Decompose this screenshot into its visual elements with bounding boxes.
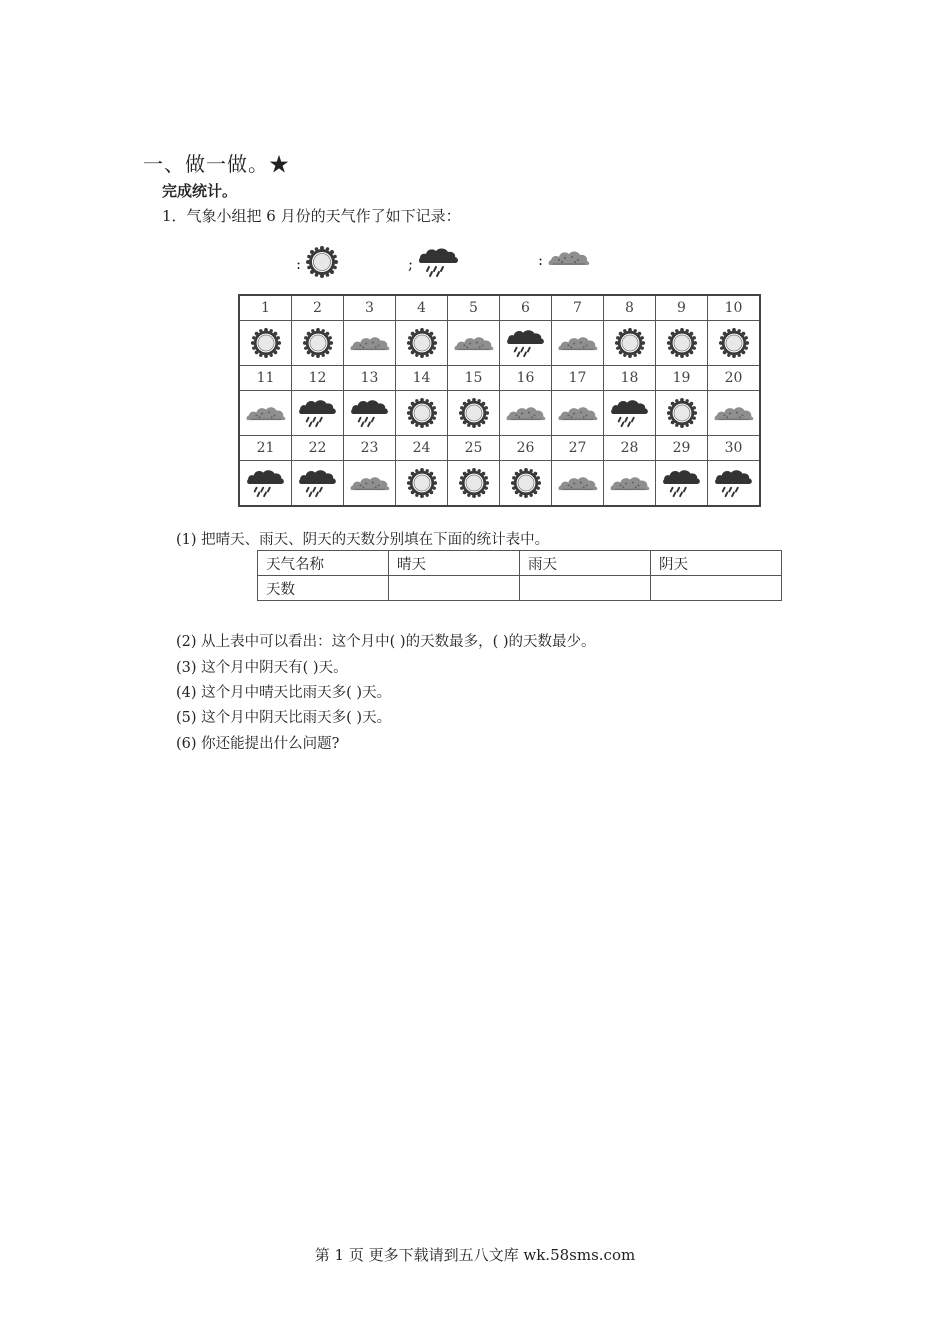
calendar-weather-cell — [396, 461, 448, 507]
calendar-weather-cell — [708, 391, 761, 436]
sun-icon — [292, 327, 343, 359]
question-3: (3) 这个月中阴天有( )天。 — [176, 660, 348, 676]
calendar-day-number: 28 — [604, 436, 656, 461]
calendar-day-number: 4 — [396, 295, 448, 321]
calendar-weather-cell — [292, 391, 344, 436]
calendar-weather-cell — [292, 461, 344, 507]
table-header-row — [258, 551, 782, 576]
calendar-day-number: 22 — [292, 436, 344, 461]
header-sunny: 晴天 — [389, 551, 520, 576]
overcast-cloud-icon — [344, 331, 395, 356]
overcast-cloud-icon — [240, 401, 291, 426]
calendar-day-number: 6 — [500, 295, 552, 321]
calendar-weather-row — [239, 461, 760, 507]
page-footer: 第 1 页 更多下载请到五八文库 wk.58sms.com — [314, 1246, 636, 1264]
calendar-day-number: 13 — [344, 366, 396, 391]
rain-cloud-icon — [292, 467, 343, 499]
part-1-instruction: (1) 把晴天、雨天、阴天的天数分别填在下面的统计表中。 — [176, 532, 550, 548]
question-1: 1．气象小组把 6 月份的天气作了如下记录： — [162, 207, 461, 225]
table-row — [258, 576, 782, 601]
rain-cloud-icon — [708, 467, 759, 499]
calendar-day-number: 26 — [500, 436, 552, 461]
legend-colon: : — [296, 255, 302, 273]
calendar-day-number: 3 — [344, 295, 396, 321]
overcast-cloud-icon — [448, 331, 499, 356]
overcast-cloud-icon — [604, 471, 655, 496]
rain-cloud-icon — [292, 397, 343, 429]
overcast-cloud-icon — [552, 401, 603, 426]
question-6: (6) 你还能提出什么问题? — [176, 736, 340, 752]
calendar-day-number: 16 — [500, 366, 552, 391]
sun-icon — [448, 397, 499, 429]
calendar-weather-cell — [708, 461, 761, 507]
sun-icon — [396, 397, 447, 429]
calendar-day-row — [239, 366, 760, 391]
question-4: (4) 这个月中晴天比雨天多( )天。 — [176, 685, 392, 701]
header-rainy: 雨天 — [520, 551, 651, 576]
calendar-day-number: 24 — [396, 436, 448, 461]
calendar-day-number: 27 — [552, 436, 604, 461]
cloudy-days-cell[interactable] — [651, 576, 782, 601]
calendar-weather-cell — [344, 321, 396, 366]
calendar-day-number: 21 — [239, 436, 292, 461]
calendar-day-number: 30 — [708, 436, 761, 461]
overcast-cloud-icon — [708, 401, 759, 426]
sun-icon — [396, 327, 447, 359]
sun-icon — [240, 327, 291, 359]
sun-icon — [448, 467, 499, 499]
rain-cloud-icon — [656, 467, 707, 499]
calendar-day-row — [239, 436, 760, 461]
calendar-weather-cell — [292, 321, 344, 366]
sun-icon — [656, 327, 707, 359]
calendar-day-number: 18 — [604, 366, 656, 391]
calendar-weather-cell — [656, 461, 708, 507]
calendar-day-number: 25 — [448, 436, 500, 461]
calendar-weather-row — [239, 321, 760, 366]
sun-icon — [305, 245, 339, 283]
legend-cloudy — [538, 245, 591, 275]
calendar-weather-cell — [344, 461, 396, 507]
sunny-days-cell[interactable] — [389, 576, 520, 601]
overcast-cloud-icon — [552, 471, 603, 496]
calendar-weather-cell — [448, 391, 500, 436]
weather-legend — [238, 245, 778, 285]
calendar-day-number: 10 — [708, 295, 761, 321]
sun-icon — [500, 467, 551, 499]
section-heading: 一、做一做。★ — [143, 152, 290, 176]
legend-colon: ; — [408, 255, 414, 273]
statistics-table — [257, 550, 782, 601]
calendar-weather-cell — [239, 391, 292, 436]
legend-colon: : — [538, 251, 544, 269]
overcast-cloud-icon — [344, 471, 395, 496]
rain-cloud-icon — [344, 397, 395, 429]
calendar-weather-cell — [344, 391, 396, 436]
weather-calendar — [238, 294, 761, 507]
calendar-weather-row — [239, 391, 760, 436]
calendar-weather-cell — [552, 461, 604, 507]
question-2: (2) 从上表中可以看出：这个月中( )的天数最多，( )的天数最少。 — [176, 634, 596, 650]
calendar-day-number: 29 — [656, 436, 708, 461]
calendar-day-number: 2 — [292, 295, 344, 321]
rain-cloud-icon — [500, 327, 551, 359]
rain-cloud-icon — [240, 467, 291, 499]
calendar-weather-cell — [500, 461, 552, 507]
calendar-weather-cell — [708, 321, 761, 366]
overcast-cloud-icon — [547, 245, 591, 275]
calendar-day-number: 5 — [448, 295, 500, 321]
header-weather-name: 天气名称 — [258, 551, 389, 576]
calendar-weather-cell — [604, 391, 656, 436]
calendar-weather-cell — [656, 391, 708, 436]
calendar-weather-cell — [448, 461, 500, 507]
calendar-weather-cell — [552, 321, 604, 366]
calendar-day-row — [239, 295, 760, 321]
sun-icon — [604, 327, 655, 359]
calendar-day-number: 9 — [656, 295, 708, 321]
calendar-weather-cell — [239, 321, 292, 366]
legend-rainy — [408, 245, 461, 283]
calendar-day-number: 20 — [708, 366, 761, 391]
calendar-day-number: 12 — [292, 366, 344, 391]
calendar-weather-cell — [239, 461, 292, 507]
sun-icon — [396, 467, 447, 499]
calendar-day-number: 23 — [344, 436, 396, 461]
calendar-day-number: 11 — [239, 366, 292, 391]
legend-sunny — [296, 245, 339, 283]
row-label-days: 天数 — [258, 576, 389, 601]
question-5: (5) 这个月中阴天比雨天多( )天。 — [176, 710, 392, 726]
calendar-day-number: 1 — [239, 295, 292, 321]
calendar-weather-cell — [396, 391, 448, 436]
calendar-weather-cell — [656, 321, 708, 366]
calendar-day-number: 15 — [448, 366, 500, 391]
calendar-day-number: 19 — [656, 366, 708, 391]
rain-cloud-icon — [417, 245, 461, 283]
calendar-weather-cell — [500, 321, 552, 366]
overcast-cloud-icon — [552, 331, 603, 356]
sun-icon — [656, 397, 707, 429]
calendar-day-number: 7 — [552, 295, 604, 321]
calendar-weather-cell — [500, 391, 552, 436]
calendar-weather-cell — [552, 391, 604, 436]
calendar-weather-cell — [448, 321, 500, 366]
calendar-day-number: 8 — [604, 295, 656, 321]
calendar-day-number: 17 — [552, 366, 604, 391]
sun-icon — [708, 327, 759, 359]
header-cloudy: 阴天 — [651, 551, 782, 576]
overcast-cloud-icon — [500, 401, 551, 426]
rain-cloud-icon — [604, 397, 655, 429]
calendar-day-number: 14 — [396, 366, 448, 391]
calendar-weather-cell — [396, 321, 448, 366]
subheading: 完成统计。 — [162, 182, 238, 200]
rainy-days-cell[interactable] — [520, 576, 651, 601]
calendar-weather-cell — [604, 321, 656, 366]
calendar-weather-cell — [604, 461, 656, 507]
